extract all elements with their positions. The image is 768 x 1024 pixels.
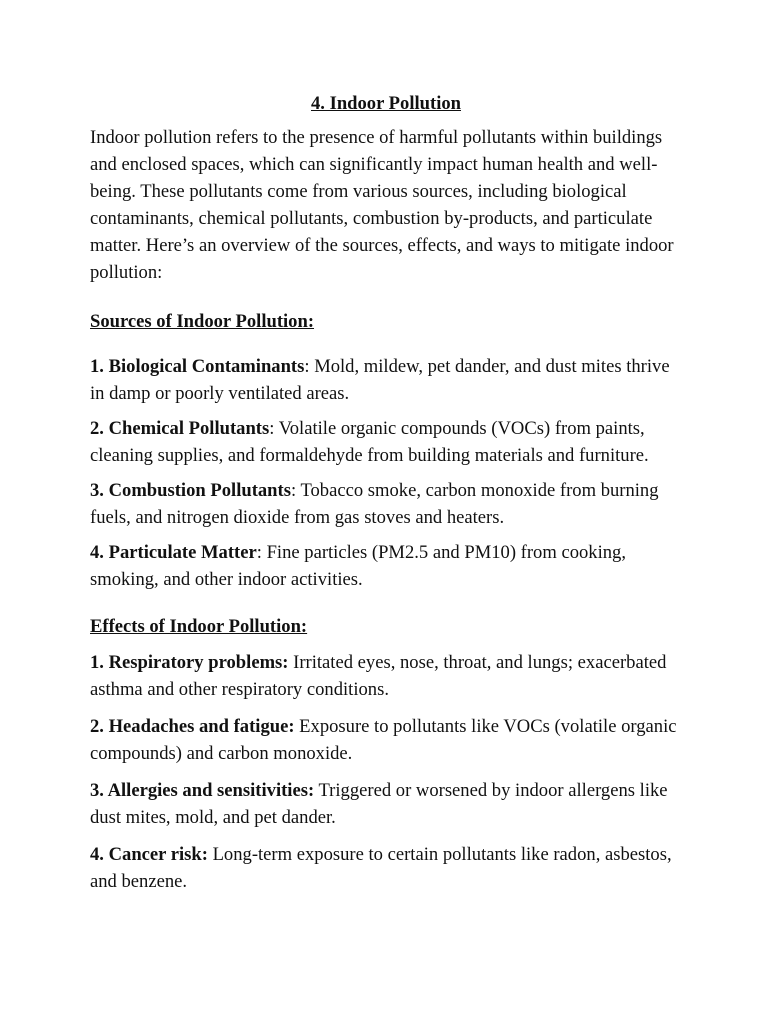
item-text: Irritated eyes, nose, throat, and lungs; exacerbated asthma and other respiratory conditions. bbox=[90, 652, 667, 700]
item-title: 3. Combustion Pollutants bbox=[90, 480, 291, 501]
sources-list bbox=[90, 353, 682, 593]
item-title: 2. Chemical Pollutants bbox=[90, 418, 270, 439]
item-title: 3. Allergies and sensitivities: bbox=[90, 780, 315, 801]
list-item bbox=[90, 841, 682, 895]
item-title: 2. Headaches and fatigue: bbox=[90, 716, 295, 737]
item-text: Long-term exposure to certain pollutants like radon, asbestos, and benzene. bbox=[90, 844, 672, 892]
intro-paragraph: Indoor pollution refers to the presence of harmful pollutants within buildings and enclosed spaces, which can significantly impact human health and well-being. These pollutants come from various sources, including biological contaminants, chemical pollutants, combustion by-products, and particulate matter. Here’s an overview of the sources, effects, and ways to mitigate indoor pollution: bbox=[90, 127, 674, 283]
list-item bbox=[90, 777, 682, 831]
effects-list bbox=[90, 649, 682, 895]
list-item bbox=[90, 713, 682, 767]
list-item bbox=[90, 477, 682, 531]
document-page bbox=[90, 92, 682, 905]
effects-heading: Effects of Indoor Pollution: bbox=[90, 616, 308, 637]
page-title: 4. Indoor Pollution bbox=[311, 93, 461, 114]
item-title: 1. Respiratory problems: bbox=[90, 652, 289, 673]
list-item bbox=[90, 649, 682, 703]
list-item bbox=[90, 539, 682, 593]
item-text: Triggered or worsened by indoor allergens like dust mites, mold, and pet dander. bbox=[90, 780, 668, 828]
item-text: : Tobacco smoke, carbon monoxide from burning fuels, and nitrogen dioxide from gas stoves and heaters. bbox=[90, 480, 659, 528]
item-text: : Volatile organic compounds (VOCs) from paints, cleaning supplies, and formaldehyde from building materials and furniture. bbox=[90, 418, 649, 466]
item-title: 1. Biological Contaminants bbox=[90, 356, 305, 377]
item-text: : Fine particles (PM2.5 and PM10) from cooking, smoking, and other indoor activities. bbox=[90, 542, 627, 590]
item-title: 4. Particulate Matter bbox=[90, 542, 257, 563]
item-title: 4. Cancer risk: bbox=[90, 844, 208, 865]
list-item bbox=[90, 415, 682, 469]
item-text: Exposure to pollutants like VOCs (volatile organic compounds) and carbon monoxide. bbox=[90, 716, 677, 764]
sources-heading: Sources of Indoor Pollution: bbox=[90, 311, 315, 332]
item-text: : Mold, mildew, pet dander, and dust mites thrive in damp or poorly ventilated areas. bbox=[90, 356, 670, 404]
list-item bbox=[90, 353, 682, 407]
